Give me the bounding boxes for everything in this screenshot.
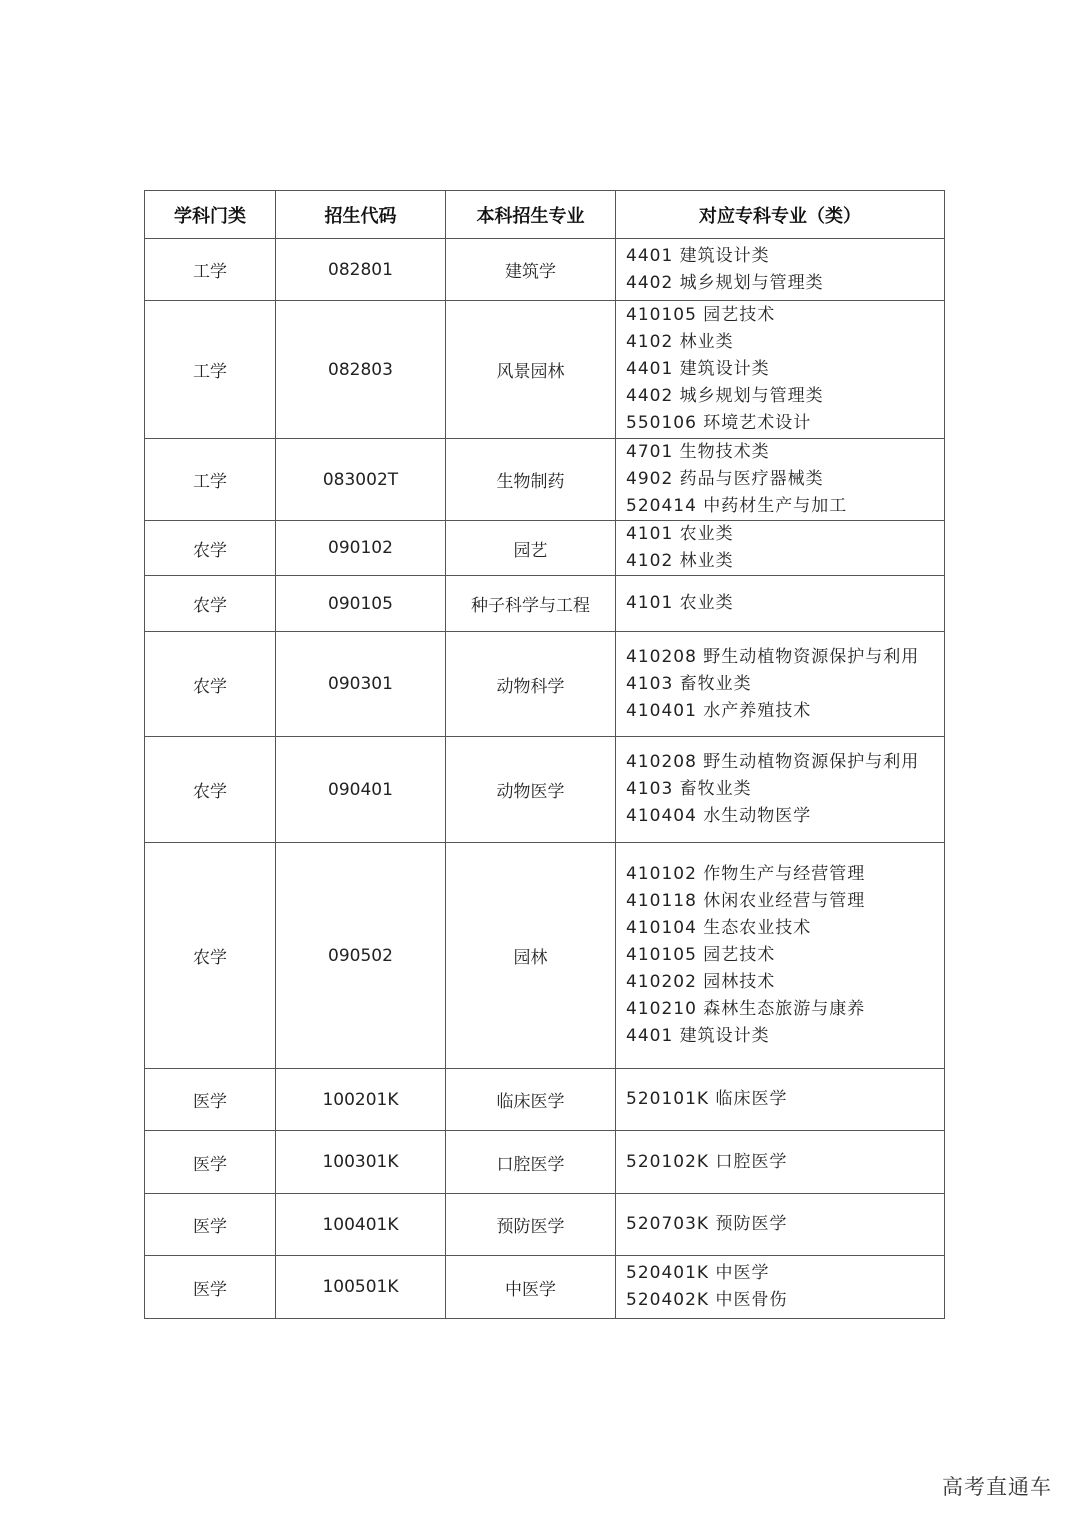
major-cell: 中医学: [446, 1256, 616, 1319]
related-cell: [616, 576, 945, 632]
code-cell: 090301: [276, 632, 446, 737]
category-cell: 工学: [145, 439, 276, 521]
related-major: 410105 园艺技术: [626, 305, 776, 325]
table-row: [145, 737, 945, 843]
related-major: 4902 药品与医疗器械类: [626, 469, 824, 489]
major-cell: 风景园林: [446, 301, 616, 439]
code-cell: 090401: [276, 737, 446, 843]
header-major: 本科招生专业: [446, 191, 616, 239]
code-cell: 100401K: [276, 1194, 446, 1256]
code-cell: 082801: [276, 239, 446, 301]
related-major: 520414 中药材生产与加工: [626, 496, 848, 516]
related-major: 4101 农业类: [626, 593, 734, 613]
majors-table: [144, 190, 945, 1319]
table-row: [145, 576, 945, 632]
related-major: 520401K 中医学: [626, 1263, 770, 1283]
code-cell: 090502: [276, 843, 446, 1069]
related-major: 410404 水生动物医学: [626, 806, 812, 826]
code-cell: 083002T: [276, 439, 446, 521]
major-cell: 园林: [446, 843, 616, 1069]
category-cell: 医学: [145, 1131, 276, 1194]
major-cell: 口腔医学: [446, 1131, 616, 1194]
table-row: [145, 521, 945, 576]
related-cell: [616, 1069, 945, 1131]
related-cell: [616, 1131, 945, 1194]
table-row: [145, 632, 945, 737]
major-cell: 建筑学: [446, 239, 616, 301]
table-row: [145, 1069, 945, 1131]
category-cell: 医学: [145, 1069, 276, 1131]
code-cell: 100301K: [276, 1131, 446, 1194]
code-cell: 082803: [276, 301, 446, 439]
related-major: 410104 生态农业技术: [626, 918, 812, 938]
table-row: [145, 1194, 945, 1256]
category-cell: 农学: [145, 843, 276, 1069]
table-row: [145, 1131, 945, 1194]
category-cell: 医学: [145, 1256, 276, 1319]
major-cell: 种子科学与工程: [446, 576, 616, 632]
major-cell: 动物科学: [446, 632, 616, 737]
related-major: 4103 畜牧业类: [626, 673, 752, 694]
category-cell: 农学: [145, 632, 276, 737]
related-major: 4401 建筑设计类: [626, 1026, 770, 1046]
header-related: 对应专科专业（类）: [616, 191, 945, 239]
table-row: [145, 439, 945, 521]
related-cell: [616, 632, 945, 737]
related-major: 4102 林业类: [626, 551, 734, 571]
related-cell: [616, 1256, 945, 1319]
related-major: 410210 森林生态旅游与康养: [626, 999, 866, 1019]
category-cell: 农学: [145, 521, 276, 576]
table-row: [145, 843, 945, 1069]
related-major: 410202 园林技术: [626, 972, 776, 992]
header-code: 招生代码: [276, 191, 446, 239]
code-cell: 090105: [276, 576, 446, 632]
related-major: 520703K 预防医学: [626, 1214, 788, 1234]
table-row: [145, 239, 945, 301]
related-major: 550106 环境艺术设计: [626, 413, 812, 433]
related-cell: [616, 1194, 945, 1256]
table-row: [145, 301, 945, 439]
related-major: 4701 生物技术类: [626, 442, 770, 462]
related-major: 410118 休闲农业经营与管理: [626, 891, 866, 911]
related-major: 4102 林业类: [626, 332, 734, 352]
related-cell: [616, 737, 945, 843]
category-cell: 工学: [145, 239, 276, 301]
table-header-row: [145, 191, 945, 239]
related-major: 4103 畜牧业类: [626, 779, 752, 799]
major-cell: 园艺: [446, 521, 616, 576]
related-major: 4101 农业类: [626, 524, 734, 544]
code-cell: 100201K: [276, 1069, 446, 1131]
related-major: 410102 作物生产与经营管理: [626, 864, 866, 884]
table-row: [145, 1256, 945, 1319]
major-cell: 动物医学: [446, 737, 616, 843]
related-cell: [616, 843, 945, 1069]
header-category: 学科门类: [145, 191, 276, 239]
related-cell: [616, 301, 945, 439]
major-cell: 预防医学: [446, 1194, 616, 1256]
related-major: 4401 建筑设计类: [626, 359, 770, 379]
related-cell: [616, 239, 945, 301]
related-major: 410401 水产养殖技术: [626, 700, 812, 721]
category-cell: 医学: [145, 1194, 276, 1256]
major-cell: 临床医学: [446, 1069, 616, 1131]
code-cell: 090102: [276, 521, 446, 576]
related-major: 410208 野生动植物资源保护与利用: [626, 752, 920, 772]
related-major: 4401 建筑设计类: [626, 245, 770, 266]
category-cell: 农学: [145, 576, 276, 632]
related-cell: [616, 439, 945, 521]
related-major: 410105 园艺技术: [626, 945, 776, 965]
code-cell: 100501K: [276, 1256, 446, 1319]
category-cell: 工学: [145, 301, 276, 439]
related-major: 410208 野生动植物资源保护与利用: [626, 646, 920, 667]
related-major: 520102K 口腔医学: [626, 1151, 788, 1172]
related-major: 520101K 临床医学: [626, 1089, 788, 1109]
related-cell: [616, 521, 945, 576]
related-major: 4402 城乡规划与管理类: [626, 272, 824, 293]
related-major: 520402K 中医骨伤: [626, 1290, 788, 1310]
major-cell: 生物制药: [446, 439, 616, 521]
related-major: 4402 城乡规划与管理类: [626, 386, 824, 406]
watermark: 高考直通车: [942, 1475, 1052, 1499]
category-cell: 农学: [145, 737, 276, 843]
